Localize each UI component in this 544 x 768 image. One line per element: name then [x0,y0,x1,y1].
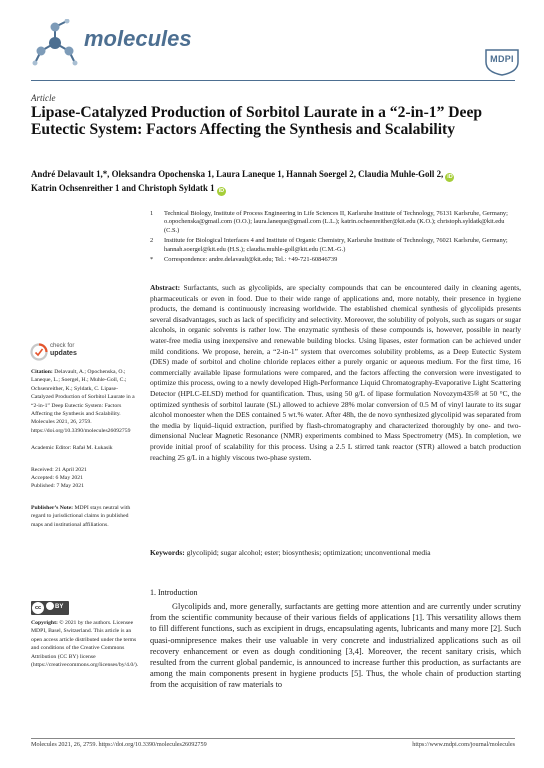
affiliation-text: Technical Biology, Institute of Process Engineering in Life Sciences II, Karlsruhe Institute of Technology, 76131 Karlsruhe, Germany; o.opochenska@gmail.com (O.O.); laura.laneque@gmail.com (L.L.); katrin.ochsenreither@kit.edu (K.O.); christoph.syldatk@kit.edu (C.S.) [164,210,508,234]
author-line-2 [31,182,501,196]
keywords-text: glycolipid; sugar alcohol; ester; biosynthesis; optimization; unconventional media [186,548,431,557]
abstract-text: Surfactants, such as glycolipids, are specialty compounds that can be encountered daily in cleaning agents, pharmaceuticals or even in food. Due to their wide range of applications and, more notably, their presence in hygiene products, the demand is continuously increasing worldwide. The established chemical synthesis of glycolipids presents several disadvantages, such as lack of specificity and selectivity. Moreover, the solubility of polyols, such as sugars or sugar alcohols, in organic solvents is rather low. The enzymatic synthesis of these compounds is, however, possible in nearly water-free media using inexpensive and renewable building blocks. Using lipases, ester formation can be achieved under mild conditions. We propose, herein, a “2-in-1” system that overcomes solubility problems, as a Deep Eutectic System (DES) made of sorbitol and choline chloride replaces either a purely organic or aqueous medium. For the first time, 16 commercially available lipase formulations were compared, and the factors affecting the conversion were investigated to optimize this process, owing to a newly developed High-Performance Liquid Chromatography-Evaporative Light Scattering Detector (HPLC-ELSD) method for quantification. Thus, using 50 g/L of lipase formulation Novozym435® at 50 °C, the optimized synthesis of sorbitol laurate (SL) allowed to achieve 28% molar conversion of 0.5 M of vinyl laurate to its sugar alcohol monoester when the DES contained 5 wt.% water. After 48h, the de novo synthesized glycolipid was separated from the media by liquid–liquid extraction, purified by flash-chromatography and characterized thoroughly by one- and two-dimensional Nuclear Magnetic Resonance (NMR) experiments combined to Mass Spectrometry (MS). In completion, we provide initial proof of scalability for this process. Using a 2.5 L stirred tank reactor (STR) allowed a batch production reaching 25 g/L in a highly viscous two-phase system. [150,283,521,462]
check-updates-line2: updates [50,350,77,357]
attribution-person-icon [46,602,54,610]
check-updates-line1: check for [50,343,75,349]
header-divider [31,80,515,81]
article-type: Article [31,93,56,103]
check-updates-icon [30,342,48,362]
dates-block [31,466,139,491]
cc-icon: cc [32,602,44,614]
affiliation-mark: * [150,256,154,264]
affiliation-text: Institute for Biological Interfaces 4 and Institute of Organic Chemistry, Karlsruhe Institute of Technology, 76021 Karlsruhe, Germany; hannah.soergel@kit.edu (H.S.); claudia.muhle-goll@kit.edu (C.M.-G.) [164,237,508,253]
author-list [31,168,501,196]
publisher-note-label: Publisher’s Note: [31,504,74,511]
received-date: Received: 21 April 2021 [31,466,87,473]
affiliation-item [150,210,520,235]
molecules-logo-icon [31,19,79,67]
cc-by-license-badge[interactable] [31,601,69,615]
publisher-note-text: MDPI stays neutral with regard to jurisdictional claims in published maps and institutional affiliations. [31,504,131,528]
footer-journal-url[interactable]: https://www.mdpi.com/journal/molecules [412,741,515,748]
sidebar [31,368,139,538]
academic-editor: Academic Editor: Rafał M. Łukasik [31,445,113,452]
affiliation-mark: 1 [150,210,154,217]
orcid-icon[interactable]: iD [447,174,453,180]
footer-citation[interactable]: Molecules 2021, 26, 2759. https://doi.org/10.3390/molecules26092759 [31,741,207,748]
mdpi-logo [484,46,520,76]
copyright-text: © 2021 by the authors. Licensee MDPI, Basel, Switzerland. This article is an open access article distributed under the terms and conditions of the Creative Commons Attribution (CC BY) license (https://creativecommons.org/licenses/by/4.0/). [31,620,139,669]
keywords-label: Keywords: [150,548,185,557]
keywords [150,548,521,558]
affiliation-item [150,256,520,264]
abstract-label: Abstract: [150,283,181,292]
orcid-icon[interactable]: iD [218,188,225,194]
editor-block [31,444,139,452]
abstract [150,283,521,463]
affiliation-text: Correspondence: andre.delavault@kit.edu; Tel.: +49-721-60846739 [164,256,338,264]
affiliation-mark: 2 [150,237,154,245]
mdpi-label: MDPI [490,54,514,64]
paper-title: Lipase-Catalyzed Production of Sorbitol Laurate in a “2-in-1” Deep Eutectic System: Factors Affecting the Synthesis and Scalability [31,104,483,138]
publisher-note-block [31,504,139,529]
published-date: Published: 7 May 2021 [31,483,84,490]
check-for-updates-button[interactable] [30,341,90,363]
accepted-date: Accepted: 6 May 2021 [31,475,83,482]
citation-label: Citation: [31,369,53,375]
section-heading-introduction: 1. Introduction [150,588,198,597]
authors-text-2: Katrin Ochsenreither 1 and Christoph Syldatk 1 [31,183,215,193]
copyright-label: Copyright: [31,620,58,626]
intro-paragraph: Glycolipids and, more generally, surfactants are getting more attention and are currently under scrutiny from the scientific community because of their various fields of applications [1]. This versatility allows them to fill different functions, such as excipient in drugs, encapsulating agents, lubricants and many more [2]. Such quasi-omnipresence makes their use valuable in very concrete and industrialized applications such as oil recovery enhancement or even as dough conditioning [3,4]. Moreover, the recent sanitary crisis, which resulted from the current global pandemic, is announced to increase further this production, as surfactants are among the main components present in hygiene products [5]. Thus, the whole chain of production starting from the acquisition of raw materials to [150,602,521,690]
authors-text-1: André Delavault 1,*, Oleksandra Opochenska 1, Laura Laneque 1, Hannah Soergel 2, Claudia Muhle-Goll 2, [31,169,444,179]
cc-by-text: BY [55,604,64,610]
affiliation-item [150,237,520,254]
citation-block [31,368,139,435]
journal-name: molecules [84,26,192,51]
author-line-1 [31,168,501,182]
affiliations [150,210,520,266]
copyright-block [31,619,139,669]
citation-text[interactable]: Delavault, A.; Opochenska, O.; Laneque, L.; Soergel, H.; Muhle-Goll, C.; Ochsenreither, K.; Syldatk, C. Lipase-Catalyzed Production of Sorbitol Laurate in a “2-in-1” Deep Eutectic System: Factors Affecting the Synthesis and Scalability. Molecules 2021, 26, 2759. https://doi.org/10.3390/molecules26092759 [31,369,135,434]
footer-divider [31,738,515,739]
